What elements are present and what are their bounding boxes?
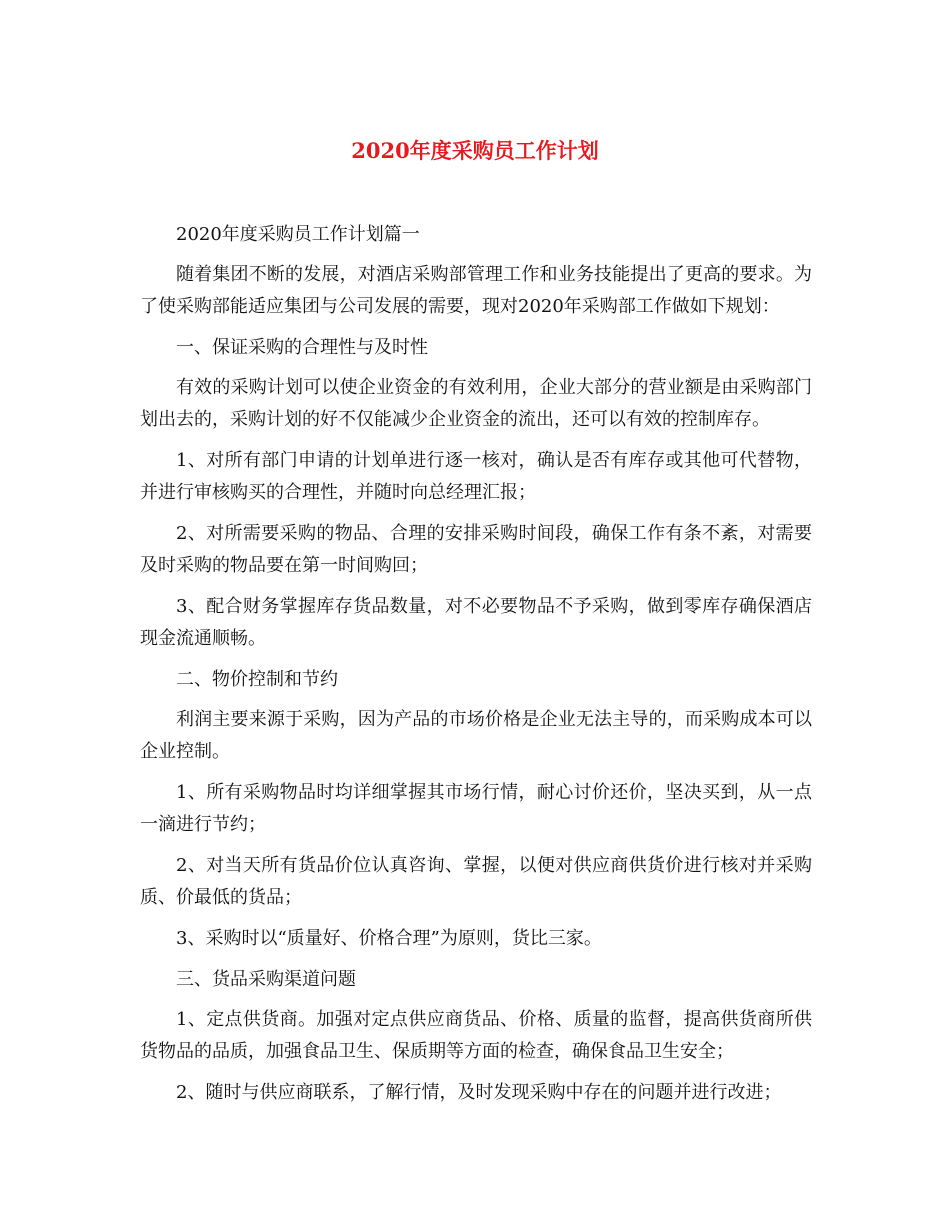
paragraph: 有效的采购计划可以使企业资金的有效利用，企业大部分的营业额是由采购部门划出去的，采购计划的好不仅能减少企业资金的流出，还可以有效的控制库存。 [140, 377, 812, 430]
section-heading: 二、物价控制和节约 [176, 669, 338, 690]
list-item: 3、配合财务掌握库存货品数量，对不必要物品不予采购，做到零库存确保酒店现金流通顺畅。 [140, 596, 812, 649]
document-title: 2020年度采购员工作计划 [351, 138, 599, 163]
section-heading: 三、货品采购渠道问题 [176, 969, 356, 990]
list-item: 1、对所有部门申请的计划单进行逐一核对，确认是否有库存或其他可代替物，并进行审核购买的合理性，并随时向总经理汇报； [140, 450, 812, 503]
list-item: 2、对当天所有货品价位认真咨询、掌握，以便对供应商供货价进行核对并采购质、价最低的货品； [140, 855, 812, 908]
list-item: 3、采购时以“质量好、价格合理”为原则，货比三家。 [176, 928, 602, 949]
section-heading: 2020年度采购员工作计划篇一 [176, 224, 420, 245]
list-item: 2、随时与供应商联系，了解行情，及时发现采购中存在的问题并进行改进； [176, 1082, 782, 1103]
list-item: 2、对所需要采购的物品、合理的安排采购时间段，确保工作有条不紊，对需要及时采购的物品要在第一时间购回； [140, 523, 812, 576]
document-body [140, 219, 812, 1118]
list-item: 1、定点供货商。加强对定点供应商货品、价格、质量的监督，提高供货商所供货物品的品质，加强食品卫生、保质期等方面的检查，确保食品卫生安全； [140, 1009, 812, 1062]
paragraph: 随着集团不断的发展，对酒店采购部管理工作和业务技能提出了更高的要求。为了使采购部能适应集团与公司发展的需要，现对2020年采购部工作做如下规划： [140, 264, 812, 317]
list-item: 1、所有采购物品时均详细掌握其市场行情，耐心讨价还价，坚决买到，从一点一滴进行节约； [140, 782, 812, 835]
paragraph: 利润主要来源于采购，因为产品的市场价格是企业无法主导的，而采购成本可以企业控制。 [140, 709, 812, 762]
section-heading: 一、保证采购的合理性与及时性 [176, 337, 428, 358]
